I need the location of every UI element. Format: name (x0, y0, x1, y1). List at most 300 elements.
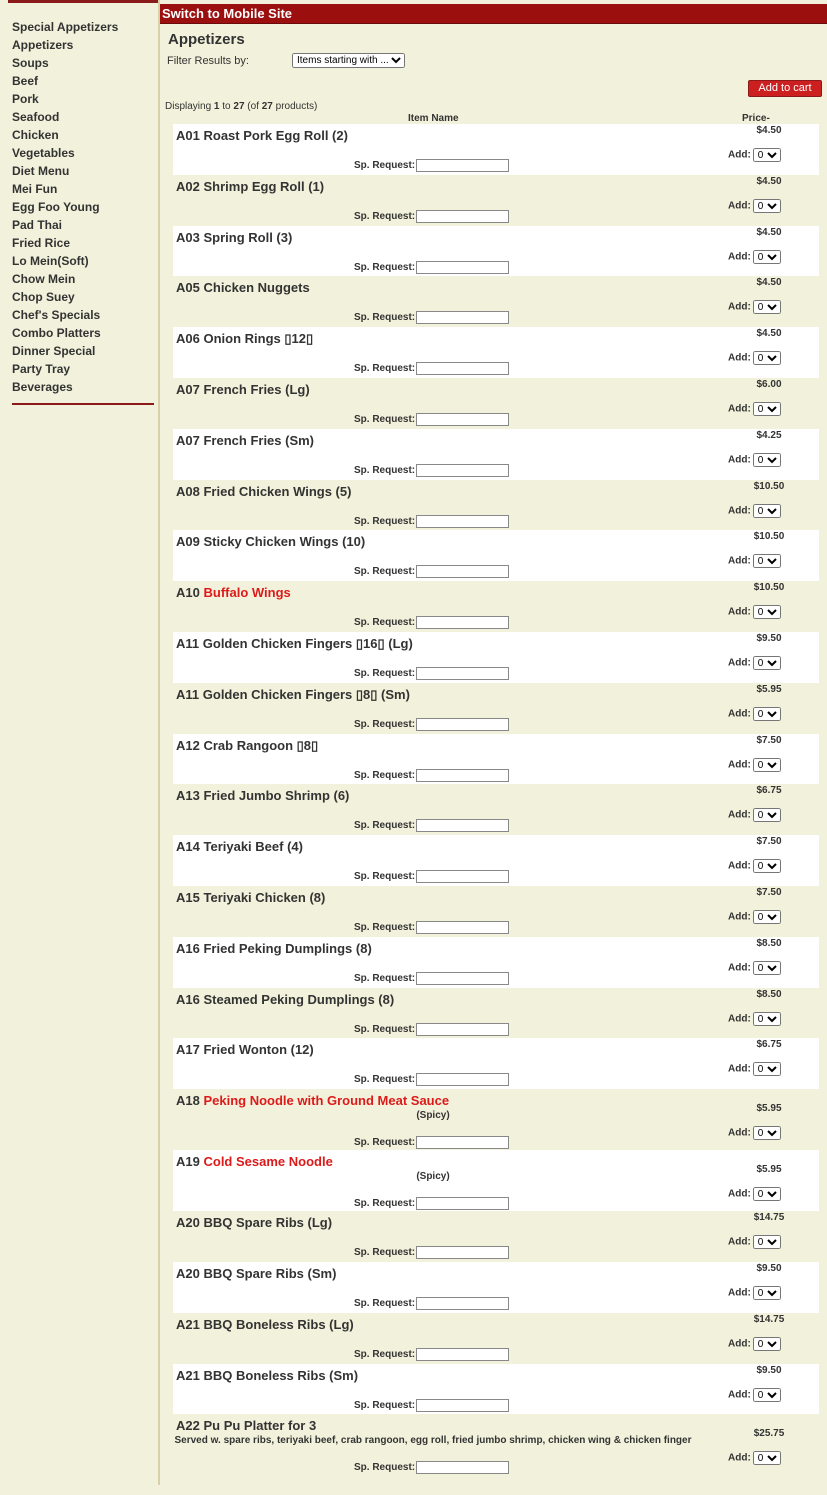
item-title: Fried Peking Dumplings (8) (203, 940, 372, 956)
item-title-highlight: Cold Sesame Noodle (203, 1154, 333, 1170)
item-row (173, 276, 819, 327)
item-row (173, 1038, 819, 1089)
item-price: $7.50 (756, 734, 782, 746)
special-request-label: Sp. Request: (354, 617, 416, 629)
item-name[interactable] (176, 128, 348, 143)
item-row (173, 937, 819, 988)
special-request (354, 464, 509, 477)
item-row (173, 784, 819, 835)
special-request (354, 1246, 509, 1259)
special-request-input[interactable] (416, 1136, 509, 1149)
item-row (173, 1475, 819, 1495)
special-request-input[interactable] (416, 718, 509, 731)
special-request-label: Sp. Request: (354, 1137, 416, 1149)
item-description: (Spicy) (416, 1171, 450, 1183)
sidebar-item[interactable]: Seafood (12, 110, 60, 124)
item-title: Roast Pork Egg Roll (2) (203, 128, 348, 143)
special-request (354, 261, 509, 274)
add-quantity (728, 808, 781, 822)
add-quantity (728, 1235, 781, 1249)
special-request-input[interactable] (416, 1348, 509, 1361)
item-code: A11 (176, 635, 200, 651)
item-row (173, 1262, 819, 1313)
add-quantity (728, 1388, 781, 1402)
add-label: Add: (728, 911, 751, 923)
add-label: Add: (728, 708, 751, 720)
item-name[interactable] (176, 1154, 333, 1169)
item-title: BBQ Spare Ribs (Lg) (203, 1215, 333, 1231)
add-label: Add: (728, 1188, 751, 1200)
add-quantity (728, 300, 781, 314)
item-row (173, 734, 819, 785)
display-to-word: to (222, 101, 231, 112)
item-code: A09 (176, 534, 200, 550)
special-request (354, 159, 509, 172)
item-name[interactable] (176, 890, 325, 905)
item-title: Fried Wonton (12) (203, 1042, 314, 1058)
mobile-site-link[interactable]: Switch to Mobile Site (160, 4, 827, 24)
special-request-input[interactable] (416, 616, 509, 629)
item-code: A11 (176, 686, 200, 702)
special-request-label: Sp. Request: (354, 1298, 416, 1310)
quantity-select[interactable] (753, 351, 781, 365)
quantity-select[interactable] (753, 758, 781, 772)
item-row (173, 175, 819, 226)
item-name[interactable] (176, 687, 410, 703)
sidebar-item[interactable]: Egg Foo Young (12, 200, 100, 214)
special-request (354, 565, 509, 578)
add-label: Add: (728, 352, 751, 364)
quantity-select[interactable] (753, 148, 781, 162)
item-row (173, 886, 819, 937)
item-title-highlight: Peking Noodle with Ground Meat Sauce (203, 1093, 450, 1109)
add-quantity (728, 402, 781, 416)
add-to-cart-button[interactable]: Add to cart (748, 80, 822, 97)
item-name[interactable] (176, 839, 303, 854)
item-code: A16 (176, 940, 200, 956)
special-request (354, 667, 509, 680)
item-title: Pu Pu Platter for 3 (203, 1418, 317, 1434)
special-request (354, 921, 509, 934)
quantity-select[interactable] (753, 1337, 781, 1351)
special-request (354, 616, 509, 629)
add-label: Add: (728, 1013, 751, 1025)
item-name[interactable] (176, 280, 310, 295)
item-name[interactable] (176, 585, 291, 600)
add-quantity (728, 961, 781, 975)
add-label: Add: (728, 860, 751, 872)
add-quantity (728, 1126, 781, 1140)
item-price: $14.75 (753, 1313, 785, 1325)
special-request-label: Sp. Request: (354, 769, 416, 781)
item-price: $7.50 (756, 836, 782, 848)
add-quantity (728, 351, 781, 365)
special-request-input[interactable] (416, 1197, 509, 1210)
item-price: $9.50 (756, 1262, 782, 1274)
item-price: $6.00 (756, 378, 782, 390)
special-request-label: Sp. Request: (354, 1247, 416, 1259)
item-description: Served w. spare ribs, teriyaki beef, crab rangoon, egg roll, fried jumbo shrimp, chicken wing & chicken finger (174, 1435, 692, 1447)
special-request-input[interactable] (416, 1023, 509, 1036)
special-request-label: Sp. Request: (354, 515, 416, 527)
item-row (173, 378, 819, 429)
add-label: Add: (728, 759, 751, 771)
add-quantity (728, 859, 781, 873)
item-name[interactable] (176, 1042, 314, 1057)
special-request (354, 1136, 509, 1149)
quantity-select[interactable] (753, 1062, 781, 1076)
item-price: $4.50 (756, 226, 782, 238)
item-row (173, 632, 819, 683)
quantity-select[interactable] (753, 554, 781, 568)
add-quantity (728, 453, 781, 467)
item-name[interactable] (176, 1266, 336, 1281)
quantity-select[interactable] (753, 504, 781, 518)
item-list (173, 124, 819, 1495)
display-count (165, 101, 317, 112)
special-request-input[interactable] (416, 1461, 509, 1474)
column-header-item-name: Item Name (408, 113, 459, 124)
special-request-input[interactable] (416, 1399, 509, 1412)
item-code: A15 (176, 889, 200, 905)
item-row (173, 327, 819, 378)
item-row (173, 429, 819, 480)
item-title: Fried Chicken Wings (5) (203, 483, 352, 499)
special-request (354, 413, 509, 426)
item-price: $4.50 (756, 125, 782, 136)
sidebar-item[interactable]: Appetizers (12, 38, 74, 52)
item-name[interactable] (176, 1215, 332, 1230)
item-row (173, 988, 819, 1039)
quantity-select[interactable] (753, 250, 781, 264)
special-request (354, 311, 509, 324)
special-request-input[interactable] (416, 769, 509, 782)
add-quantity (728, 1451, 781, 1465)
sidebar-item[interactable]: Pork (12, 92, 39, 106)
special-request (354, 515, 509, 528)
item-price: $4.50 (756, 277, 782, 289)
quantity-select[interactable] (753, 402, 781, 416)
add-quantity (728, 504, 781, 518)
display-to: 27 (233, 101, 245, 112)
item-code: A02 (176, 178, 200, 194)
quantity-select[interactable] (753, 453, 781, 467)
quantity-select[interactable] (753, 1286, 781, 1300)
item-title: Teriyaki Chicken (8) (203, 889, 326, 905)
item-price: $9.50 (756, 1364, 782, 1376)
item-description: (Spicy) (416, 1110, 450, 1122)
add-label: Add: (728, 962, 751, 974)
special-request-input[interactable] (416, 464, 509, 477)
add-label: Add: (728, 1127, 751, 1139)
sidebar-item[interactable]: Chow Mein (12, 272, 76, 286)
item-name[interactable] (176, 1093, 449, 1108)
special-request-input[interactable] (416, 921, 509, 934)
add-label: Add: (728, 505, 751, 517)
page-title: Appetizers (168, 31, 245, 48)
item-title: Teriyaki Beef (4) (203, 839, 303, 855)
add-label: Add: (728, 556, 751, 568)
quantity-select[interactable] (753, 1388, 781, 1402)
item-row (173, 1364, 819, 1415)
special-request-input[interactable] (416, 565, 509, 578)
special-request (354, 718, 509, 731)
special-request-label: Sp. Request: (354, 1462, 416, 1474)
item-name[interactable] (176, 1418, 316, 1433)
special-request-label: Sp. Request: (354, 718, 416, 730)
item-price: $4.50 (756, 175, 782, 187)
special-request-input[interactable] (416, 362, 509, 375)
item-code: A21 (176, 1367, 200, 1383)
special-request-label: Sp. Request: (354, 871, 416, 883)
special-request-label: Sp. Request: (354, 1399, 416, 1411)
special-request (354, 1297, 509, 1310)
item-code: A03 (176, 229, 200, 245)
add-quantity (728, 1012, 781, 1026)
sidebar-item[interactable]: Pad Thai (12, 218, 63, 232)
special-request-input[interactable] (416, 515, 509, 528)
sidebar-item[interactable]: Soups (12, 56, 49, 70)
item-name[interactable] (176, 382, 310, 397)
special-request (354, 1073, 509, 1086)
quantity-select[interactable] (753, 300, 781, 314)
quantity-select[interactable] (753, 199, 781, 213)
item-row (173, 1089, 819, 1150)
category-nav (12, 18, 154, 396)
add-quantity (728, 656, 781, 670)
item-row (173, 683, 819, 734)
item-code: A12 (176, 737, 200, 753)
special-request-label: Sp. Request: (354, 1198, 416, 1210)
item-code: A14 (176, 839, 200, 855)
item-code: A08 (176, 483, 200, 499)
sidebar-item[interactable]: Lo Mein(Soft) (12, 254, 89, 268)
nav-divider (12, 403, 154, 405)
item-price: $5.95 (756, 1103, 782, 1115)
add-label: Add: (728, 200, 751, 212)
special-request-input[interactable] (416, 159, 509, 172)
item-name[interactable] (176, 484, 351, 499)
item-title: Golden Chicken Fingers ▯8▯ (Sm) (202, 686, 410, 702)
item-title: BBQ Boneless Ribs (Lg) (203, 1316, 354, 1332)
add-label: Add: (728, 251, 751, 263)
quantity-select[interactable] (753, 808, 781, 822)
special-request-input[interactable] (416, 210, 509, 223)
special-request-label: Sp. Request: (354, 972, 416, 984)
filter-label: Filter Results by: (167, 55, 249, 67)
item-price: $6.75 (756, 1039, 782, 1051)
display-of: (of (247, 101, 259, 112)
sidebar-item[interactable]: Beverages (12, 380, 73, 394)
item-code: A22 (176, 1418, 200, 1434)
item-title: Shrimp Egg Roll (1) (203, 178, 325, 194)
item-code: A18 (176, 1093, 200, 1109)
item-title: French Fries (Lg) (203, 381, 310, 397)
special-request-label: Sp. Request: (354, 160, 416, 172)
item-price: $10.50 (753, 531, 785, 543)
add-label: Add: (728, 1338, 751, 1350)
item-name[interactable] (176, 230, 292, 245)
sidebar-item[interactable]: Chicken (12, 128, 59, 142)
special-request-label: Sp. Request: (354, 566, 416, 578)
special-request-label: Sp. Request: (354, 464, 416, 476)
special-request-input[interactable] (416, 819, 509, 832)
special-request-label: Sp. Request: (354, 922, 416, 934)
display-suffix: products) (275, 101, 318, 112)
item-row (173, 1211, 819, 1262)
item-title: Crab Rangoon ▯8▯ (203, 737, 319, 753)
quantity-select[interactable] (753, 961, 781, 975)
item-price: $7.50 (756, 886, 782, 898)
quantity-select[interactable] (753, 910, 781, 924)
item-name[interactable] (176, 992, 394, 1007)
special-request-label: Sp. Request: (354, 1074, 416, 1086)
special-request-input[interactable] (416, 1246, 509, 1259)
item-name[interactable] (176, 1368, 358, 1383)
item-row (173, 530, 819, 581)
item-row (173, 480, 819, 531)
item-title: BBQ Boneless Ribs (Sm) (203, 1367, 359, 1383)
add-label: Add: (728, 810, 751, 821)
add-quantity (728, 910, 781, 924)
item-name[interactable] (176, 331, 313, 347)
item-code: A17 (176, 1042, 200, 1058)
special-request (354, 972, 509, 985)
sidebar-item[interactable]: Diet Menu (12, 164, 70, 178)
add-quantity (728, 758, 781, 772)
special-request (354, 210, 509, 223)
item-row (173, 1414, 819, 1475)
special-request-label: Sp. Request: (354, 668, 416, 680)
add-quantity (728, 554, 781, 568)
special-request (354, 1461, 509, 1474)
quantity-select[interactable] (753, 1451, 781, 1465)
special-request-input[interactable] (416, 261, 509, 274)
quantity-select[interactable] (753, 605, 781, 619)
quantity-select[interactable] (753, 1012, 781, 1026)
sidebar-item[interactable]: Party Tray (12, 362, 71, 376)
sidebar-item[interactable]: Special Appetizers (12, 20, 119, 34)
quantity-select[interactable] (753, 656, 781, 670)
item-title: Chicken Nuggets (203, 280, 310, 296)
special-request-input[interactable] (416, 1073, 509, 1086)
quantity-select[interactable] (753, 707, 781, 721)
special-request-label: Sp. Request: (354, 1023, 416, 1035)
item-name[interactable] (176, 636, 413, 652)
special-request (354, 1023, 509, 1036)
add-label: Add: (728, 302, 751, 314)
item-price: $4.50 (756, 328, 782, 340)
special-request-input[interactable] (416, 311, 509, 324)
item-code: A19 (176, 1154, 200, 1170)
sidebar-item[interactable]: Chef's Specials (12, 308, 101, 322)
item-price: $10.50 (753, 582, 785, 594)
add-label: Add: (728, 1236, 751, 1248)
sidebar-item[interactable]: Chop Suey (12, 290, 75, 304)
add-quantity (728, 1062, 781, 1076)
special-request (354, 769, 509, 782)
item-name[interactable] (176, 1317, 354, 1332)
item-name[interactable] (176, 941, 372, 956)
item-name[interactable] (176, 738, 318, 754)
main-content (160, 0, 827, 1485)
display-prefix: Displaying (165, 101, 212, 112)
item-code: A16 (176, 991, 200, 1007)
item-price: $8.50 (756, 988, 782, 1000)
item-name[interactable] (176, 433, 314, 448)
item-code: A20 (176, 1215, 200, 1231)
special-request (354, 1197, 509, 1210)
special-request-label: Sp. Request: (354, 1348, 416, 1360)
item-price: $10.50 (753, 480, 785, 492)
add-label: Add: (728, 1063, 751, 1075)
quantity-select[interactable] (753, 859, 781, 873)
item-price: $5.95 (756, 1164, 782, 1176)
item-price: $6.75 (756, 785, 782, 797)
sidebar-item[interactable]: Mei Fun (12, 182, 58, 196)
quantity-select[interactable] (753, 1126, 781, 1140)
special-request-input[interactable] (416, 413, 509, 426)
add-quantity (728, 605, 781, 619)
item-title: Onion Rings ▯12▯ (203, 331, 314, 347)
item-code: A01 (176, 128, 200, 143)
special-request-input[interactable] (416, 667, 509, 680)
item-price: $8.50 (756, 937, 782, 949)
item-name[interactable] (176, 788, 349, 803)
item-name[interactable] (176, 534, 365, 549)
sidebar-item[interactable]: Dinner Special (12, 344, 96, 358)
special-request (354, 1348, 509, 1361)
add-quantity (728, 707, 781, 721)
sidebar-item[interactable]: Combo Platters (12, 326, 101, 340)
quantity-select[interactable] (753, 1187, 781, 1201)
sidebar-item[interactable]: Fried Rice (12, 236, 71, 250)
item-row (173, 226, 819, 277)
item-title-highlight: Buffalo Wings (203, 585, 291, 601)
item-row (173, 835, 819, 886)
add-label: Add: (728, 149, 751, 161)
item-price: $9.50 (756, 632, 782, 644)
add-label: Add: (728, 1452, 751, 1464)
special-request-input[interactable] (416, 870, 509, 883)
filter-select[interactable] (292, 53, 405, 68)
add-quantity (728, 1187, 781, 1201)
item-name[interactable] (176, 179, 324, 194)
add-label: Add: (728, 403, 751, 415)
add-quantity (728, 1286, 781, 1300)
quantity-select[interactable] (753, 1235, 781, 1249)
item-title: French Fries (Sm) (203, 432, 315, 448)
item-title: Sticky Chicken Wings (10) (203, 534, 366, 550)
item-title: Steamed Peking Dumplings (8) (203, 991, 395, 1007)
top-accent-strip (8, 0, 158, 3)
sidebar-item[interactable]: Beef (12, 74, 39, 88)
special-request-input[interactable] (416, 972, 509, 985)
item-row (173, 1150, 819, 1211)
special-request (354, 1399, 509, 1412)
add-quantity (728, 250, 781, 264)
special-request-input[interactable] (416, 1297, 509, 1310)
sidebar-item[interactable]: Vegetables (12, 146, 75, 160)
item-title: BBQ Spare Ribs (Sm) (203, 1265, 337, 1281)
special-request-label: Sp. Request: (354, 363, 416, 375)
column-header-price: Price- (742, 113, 770, 124)
sidebar (0, 0, 158, 1485)
special-request-label: Sp. Request: (354, 261, 416, 273)
add-label: Add: (728, 1389, 751, 1401)
display-from: 1 (213, 101, 220, 112)
item-code: A13 (176, 788, 200, 804)
